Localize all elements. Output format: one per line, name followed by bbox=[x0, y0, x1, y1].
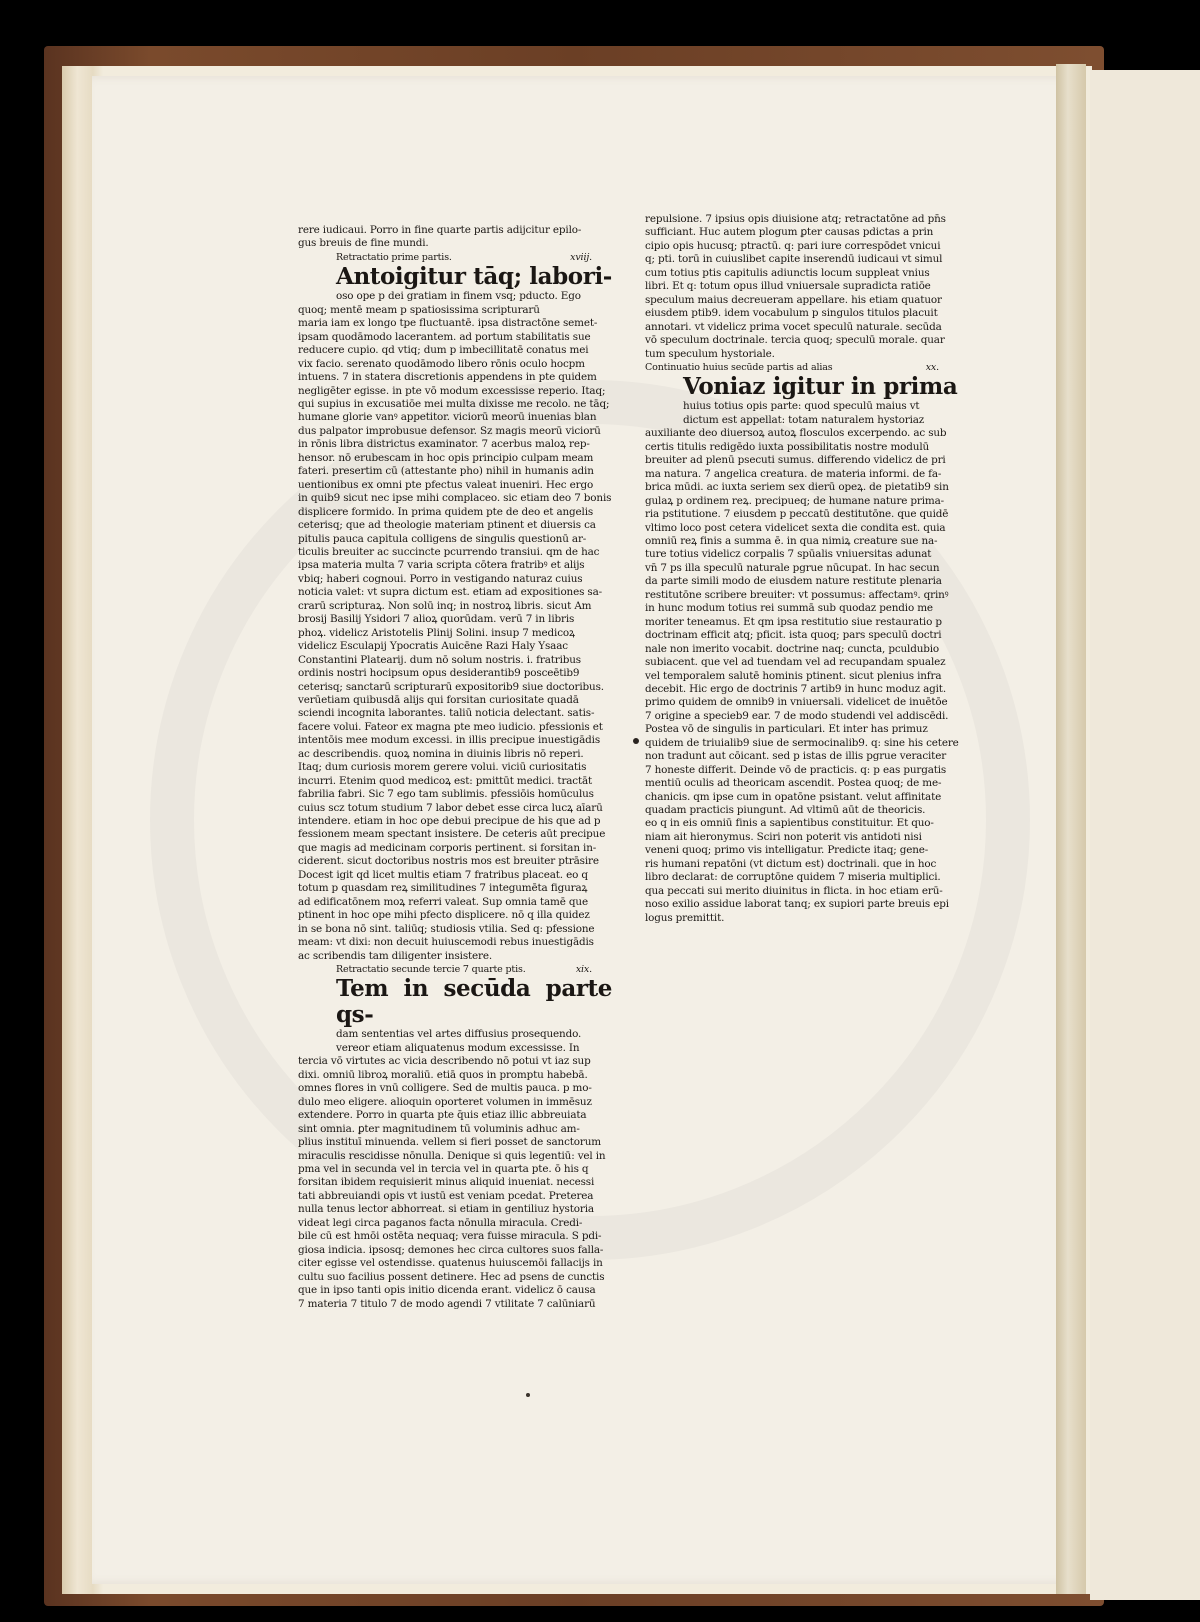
text-line: ris humani repatōni (vt dictum est) doctrinali. que in hoc bbox=[645, 857, 937, 870]
text-line: logus premittit. bbox=[645, 911, 725, 924]
text-line: in rōnis libra districtus examinator. 7 acerbus maloꝝ rep- bbox=[298, 438, 590, 451]
text-line: restitutōne scribere breuiter: vt possumus: affectamꝰ. qrinꝰ bbox=[645, 588, 949, 601]
text-line: que in ipso tanti opis initio dicenda erant. videlicz ō causa bbox=[298, 1284, 596, 1297]
text-line: gus breuis de fine mundi. bbox=[298, 237, 429, 250]
text-line: cum totius ptis capitulis adiunctis locum suppleat vnius bbox=[645, 266, 930, 279]
text-line: 7 origine a specieb9 ear. 7 de modo studendi vel addiscēdi. bbox=[645, 709, 949, 722]
text-line: ptinent in hoc ope mihi pfecto displicere. nō q illa quidez bbox=[298, 909, 590, 922]
text-line: plius instituī minuenda. vellem si fieri posset de sanctorum bbox=[298, 1136, 601, 1149]
text-line: Itaq; dum curiosis morem gerere volui. viciū curiositatis bbox=[298, 761, 587, 774]
text-line: da parte simili modo de eiusdem nature restitute plenaria bbox=[645, 575, 942, 588]
section-text bbox=[645, 213, 959, 361]
folio-number: xx. bbox=[925, 361, 939, 373]
text-line: 7 honeste differit. Deinde vō de practicis. q: p eas purgatis bbox=[645, 763, 947, 776]
text-line: ac describendis. quoꝝ nomina in diuinis libris nō reperi. bbox=[298, 747, 584, 760]
text-line: eiusdem ptib9. idem vocabulum p singulos titulos placuit bbox=[645, 307, 938, 320]
text-line: ac scribendis tam diligenter insistere. bbox=[298, 949, 492, 962]
text-line: doctrinam efficit atq; pficit. ista quoq; pars speculū doctri bbox=[645, 629, 942, 642]
text-line: certis titulis redigēdo iuxta possibilitatis nostre modulū bbox=[645, 440, 930, 453]
text-line: fateri. presertim cū (attestante pho) nihil in humanis adin bbox=[298, 465, 594, 478]
text-line: Constantini Platearij. dum nō solum nostris. i. fratribus bbox=[298, 653, 581, 666]
text-line: fabrilia fabri. Sic 7 ego tam sublimis. pfessiōis homūculus bbox=[298, 788, 594, 801]
text-line: qua peccati sui merito diuinitus in flicta. in hoc etiam erū- bbox=[645, 884, 943, 897]
section-text bbox=[645, 400, 959, 925]
text-line: verūetiam quibusdā alijs qui forsitan curiositate quadā bbox=[298, 693, 579, 706]
text-line: vltimo loco post cetera videlicet sexta die condita est. quia bbox=[645, 521, 946, 534]
section-text bbox=[298, 290, 612, 963]
text-line: cultu suo facilius possent detinere. Hec ad psens de cunctis bbox=[298, 1270, 605, 1283]
text-line: ceterisq; sanctarū scripturarū expositorib9 siue doctoribus. bbox=[298, 680, 604, 693]
text-line: veneni quoq; primo vis intelligatur. Predicte itaq; gene- bbox=[645, 844, 929, 857]
text-line: noso exilio assidue laborat tanq; ex supiori parte breuis epi bbox=[645, 898, 949, 911]
text-line: omnes flores in vnū colligere. Sed de multis pauca. p mo- bbox=[298, 1082, 592, 1095]
text-line: ceterisq; que ad theologie materiam ptinent et diuersis ca bbox=[298, 519, 596, 532]
heading-text: Retractatio prime partis. bbox=[336, 251, 452, 263]
text-line: hensor. nō erubescam in hoc opis principio culpam meam bbox=[298, 451, 594, 464]
text-line: gulaꝝ p ordinem reꝝ. precipueq; de humane nature prima- bbox=[645, 494, 945, 507]
text-line: breuiter ad plenū psecuti sumus. differendo videlicz de pri bbox=[645, 454, 946, 467]
text-line: facere volui. Fateor ex magna pte meo iudicio. pfessionis et bbox=[298, 720, 603, 733]
right-column bbox=[645, 213, 959, 925]
facing-page bbox=[1090, 70, 1200, 1600]
text-line: vō speculum doctrinale. tercia quoq; speculū morale. quar bbox=[645, 334, 945, 347]
text-line: cipio opis hucusq; ptractū. q: pari iure correspōdet vnicui bbox=[645, 239, 941, 252]
left-column bbox=[298, 224, 612, 1311]
text-line: negligēter egisse. in pte vō modum excessisse reperio. Itaq; bbox=[298, 384, 606, 397]
text-line: totum p quasdam reꝝ similitudines 7 integumēta figuraꝝ bbox=[298, 882, 588, 895]
text-line: auxiliante deo diuersoꝝ autoꝝ flosculos excerpendo. ac sub bbox=[645, 427, 947, 440]
text-line: forsitan ibidem requisierit minus aliquid inueniat. necessi bbox=[298, 1176, 595, 1189]
text-line: tercia vō virtutes ac vicia describendo nō potui vt iaz sup bbox=[298, 1055, 591, 1068]
text-line: speculum maius decreueram appellare. his etiam quatuor bbox=[645, 293, 942, 306]
text-line: ma natura. 7 angelica creatura. de materia informi. de fa- bbox=[645, 467, 942, 480]
text-line: ipsa materia multa 7 varia scripta cōtera fratribꝰ et alijs bbox=[298, 559, 585, 572]
text-line: vix facio. serenato quodāmodo libero rōnis oculo hocpm bbox=[298, 357, 585, 370]
text-line: dulo meo eligere. alioquin oporteret volumen in immēsuz bbox=[298, 1095, 592, 1108]
text-line: omniū reꝝ finis a summa ē. in qua nimiꝝ creature sue na- bbox=[645, 534, 938, 547]
folio-number: xviij. bbox=[570, 251, 592, 263]
text-line: citer egisse vel ostendisse. quatenus huiuscemōi fallacijs in bbox=[298, 1257, 603, 1270]
text-line: dictum est appellat: totam naturalem hystoriaz bbox=[683, 413, 925, 426]
folio-number: xix. bbox=[575, 964, 592, 976]
text-line: chanicis. qm ipse cum in opatōne psistant. velut affinitate bbox=[645, 790, 942, 803]
text-line: ipsam quodāmodo lacerantem. ad portum stabilitatis sue bbox=[298, 330, 591, 343]
text-line: sufficiant. Huc autem plogum ꝑter causas pdictas a prin bbox=[645, 226, 934, 239]
text-line: reducere cupio. qd vtiq; dum p imbecillitatē conatus mei bbox=[298, 344, 589, 357]
text-line: nulla tenus lector abhorreat. si etiam in gentiliuz hystoria bbox=[298, 1203, 594, 1216]
text-line: nale non imerito vocabit. doctrine naq; cuncta, pculdubio bbox=[645, 642, 940, 655]
text-line: phoꝝ. videlicz Aristotelis Plinij Solini. insup 7 medicoꝝ bbox=[298, 626, 575, 639]
text-line: vel temporalem salutē hominis ptinent. sicut plenius infra bbox=[645, 669, 942, 682]
text-line: quoq; mentē meam p spatiosissima scripturarū bbox=[298, 303, 540, 316]
text-line: mentiū oculis ad theoricam ascendit. Postea quoq; de me- bbox=[645, 777, 942, 790]
initial-line: Antoigitur tāq; labori- bbox=[336, 263, 612, 291]
text-line: libro declarat: de corruptōne quidem 7 miseria multiplici. bbox=[645, 871, 941, 884]
text-line: pitulis pauca capitula colligens de singulis questionū ar- bbox=[298, 532, 587, 545]
text-line: intendere. etiam in hoc ope debui precipue de his que ad p bbox=[298, 815, 601, 828]
text-line: rere iudicaui. Porro in fine quarte partis adijcitur epilo- bbox=[298, 224, 582, 236]
text-line: vereor etiam aliquatenus modum excessisse. In bbox=[336, 1041, 580, 1054]
text-line: maria iam ex longo tpe fluctuantē. ipsa distractōne semet- bbox=[298, 317, 598, 330]
heading-text: Continuatio huius secūde partis ad alias bbox=[645, 361, 833, 373]
text-line: 7 materia 7 titulo 7 de modo agendi 7 vtilitate 7 calūniarū bbox=[298, 1297, 596, 1310]
text-line: primo quidem de omnib9 in vniuersali. videlicet de inuētōe bbox=[645, 696, 948, 709]
text-line: vn̄ 7 ps illa speculū naturale pgrue nūcupat. In hac secun bbox=[645, 561, 940, 574]
text-line: brica mūdi. ac iuxta seriem sex dierū opeꝝ. de pietatib9 sin bbox=[645, 481, 949, 494]
text-line: subiacent. que vel ad tuendam vel ad recupandam spualez bbox=[645, 656, 946, 669]
text-line: oso ope p dei gratiam in finem vsq; pducto. Ego bbox=[336, 290, 581, 303]
text-line: ad edificatōnem moꝝ referri valeat. Sup omnia tamē que bbox=[298, 895, 588, 908]
text-line: uentionibus ex omni pte pfectus valeat inueniri. Hec ergo bbox=[298, 478, 594, 491]
text-line: fessionem meam spectant insistere. De ceteris aūt precipue bbox=[298, 828, 606, 841]
text-line: displicere formido. In prima quidem pte de deo et angelis bbox=[298, 505, 594, 518]
text-line: decebit. Hic ergo de doctrinis 7 artib9 in hunc moduz agit. bbox=[645, 682, 946, 695]
text-line: ria pstitutione. 7 eiusdem p peccatū destitutōne. que quidē bbox=[645, 508, 949, 521]
text-line: sciendi incognita laborantes. taliū noticia delectant. satis- bbox=[298, 707, 595, 720]
section-text bbox=[298, 1028, 612, 1311]
text-line: videlicz Esculapij Ypocratis Auicēne Razi Haly Ysaac bbox=[298, 640, 568, 653]
ink-speck bbox=[526, 1393, 530, 1397]
text-line: Postea vō de singulis in particulari. Et inter has primuz bbox=[645, 723, 928, 736]
text-line: repulsione. 7 ipsius opis diuisione atq; retractatōne ad pn̄s bbox=[645, 213, 946, 225]
text-line: humane glorie vanꝰ appetitor. viciorū meorū inuenias blan bbox=[298, 411, 597, 424]
text-line: giosa indicia. ipsosq; demones hec circa cultores suos falla- bbox=[298, 1243, 604, 1256]
text-line: bile cū est hmōi ostēta nequaq; vera fuisse miracula. S pdi- bbox=[298, 1230, 602, 1243]
text-line: dus palpator improbusue defensor. Sz magis meorū viciorū bbox=[298, 424, 601, 437]
text-line: videat legi circa paganos facta nōnulla miracula. Credi- bbox=[298, 1216, 583, 1229]
text-line: incurri. Etenim quod medicoꝝ est: pmittūt medici. tractāt bbox=[298, 774, 593, 787]
text-line: noticia valet: vt supra dictum est. etiam ad expositiones sa- bbox=[298, 586, 603, 599]
text-line: tum speculum hystoriale. bbox=[645, 347, 775, 360]
text-line: extendere. Porro in quarta pte q̄uis etiaz illic abbreuiata bbox=[298, 1109, 587, 1122]
text-line: crarū scripturaꝝ. Non solū inq; in nostroꝝ libris. sicut Am bbox=[298, 599, 592, 612]
text-line: eo q in eis omniū finis a sapientibus constituitur. Et quo- bbox=[645, 817, 934, 830]
section-heading bbox=[298, 963, 612, 976]
text-line: Docest igit qd licet multis etiam 7 fratribus placeat. eo q bbox=[298, 868, 588, 881]
text-line: cuius scz totum studium 7 labor debet esse circa lucꝝ aīarū bbox=[298, 801, 603, 814]
text-line: ticulis breuiter ac succincte pcurrendo transiui. qm de hac bbox=[298, 545, 600, 558]
book-gutter bbox=[1056, 64, 1086, 1594]
text-line: quidem de triuialib9 siue de sermocinalib9. q: sine his cetere bbox=[645, 736, 959, 749]
text-line: dixi. omniū libroꝝ moraliū. etiā quos in promptu habebā. bbox=[298, 1068, 588, 1081]
text-line: intuens. 7 in statera discretionis appendens in pte quidem bbox=[298, 371, 597, 384]
text-line: dam sententias vel artes diffusius prosequendo. bbox=[336, 1028, 582, 1041]
text-line: vbiq; haberi cognoui. Porro in vestigando naturaz cuius bbox=[298, 572, 583, 585]
section-heading bbox=[298, 251, 612, 264]
text-line: in se bona nō sint. taliūq; studiosis vtilia. Sed q: pfessione bbox=[298, 922, 595, 935]
text-line: que magis ad medicinam corporis pertinent. si forsitan in- bbox=[298, 841, 597, 854]
text-line: non tradunt aut cōicant. sed p istas de illis pgrue veraciter bbox=[645, 750, 947, 763]
text-line: intentōis mee modum excessi. in illis precipue inuestigādis bbox=[298, 734, 600, 747]
text-line: annotari. vt videlicz prima vocet speculū naturale. secūda bbox=[645, 320, 942, 333]
initial-line: Voniaz igitur in prima bbox=[683, 373, 958, 401]
paragraph-mark-icon bbox=[633, 738, 639, 744]
text-line: libri. Et q: totum opus illud vniuersale supradicta ratiōe bbox=[645, 280, 931, 293]
text-line: huius totius opis parte: quod speculū maius vt bbox=[683, 400, 920, 413]
text-line: ordinis nostri hocipsum opus desiderantib9 posceētib9 bbox=[298, 667, 580, 680]
text-line: moriter teneamus. Et qm ipsa restitutio siue restauratio p bbox=[645, 615, 942, 628]
text-line: pma vel in secunda vel in tercia vel in quarta pte. ō his q bbox=[298, 1163, 589, 1175]
text-line: tati abbreuiandi opis vt iustū est veniam pcedat. Preterea bbox=[298, 1189, 594, 1202]
text-line: q; pti. torū in cuiuslibet capite inserendū iudicaui vt simul bbox=[645, 253, 943, 266]
initial-line: Tem in secūda parte qs- bbox=[336, 975, 612, 1029]
text-line: meam: vt dixi: non decuit huiuscemodi rebus inuestigādis bbox=[298, 936, 594, 949]
text-line: niam ait hieronymus. Sciri non poterit vis antidoti nisi bbox=[645, 830, 922, 843]
text-line: ciderent. sicut doctoribus nostris mos est breuiter ptrāsire bbox=[298, 855, 599, 868]
text-line: miraculis rescidisse nōnulla. Denique si quis legentiū: vel in bbox=[298, 1149, 606, 1162]
text-line: sint omnia. ꝑter magnitudinem tū voluminis adhuc am- bbox=[298, 1122, 580, 1135]
text-line: quadam practicis piungunt. Ad vltimū aūt de theoricis. bbox=[645, 804, 926, 817]
section-heading bbox=[645, 361, 959, 374]
text-line: in hunc modum totius rei summā sub quodaz pendio me bbox=[645, 602, 933, 615]
heading-text: Retractatio secunde tercie 7 quarte ptis. bbox=[336, 964, 526, 976]
text-line: brosij Basilij Ysidori 7 alioꝝ quorūdam. verū 7 in libris bbox=[298, 613, 575, 626]
text-line: qui supius in excusatiōe mei multa dixisse me recolo. ne tāq; bbox=[298, 397, 610, 410]
text-line: in quib9 sicut nec ipse mihi complaceo. sic etiam deo 7 bonis bbox=[298, 492, 612, 505]
text-line: ture totius videlicz corpalis 7 spūalis vniuersitas adunat bbox=[645, 548, 932, 561]
